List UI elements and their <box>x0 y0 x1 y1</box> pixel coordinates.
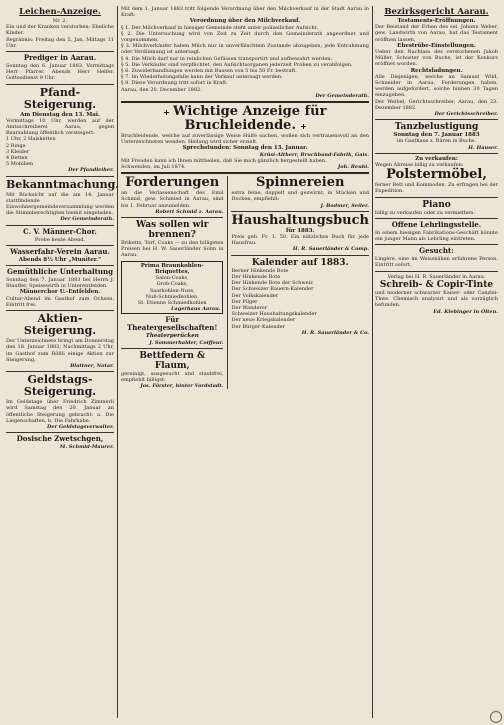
mobel-text: ferner Bett und Kommoden. Zu erfragen bei der Expedition. <box>375 182 498 195</box>
banner-text: Bruchleidende, welche auf zuverlässige Weise Hülfe suchen, wollen sich vertrauensvoll an den Unterzeichneten wenden. Heilung wird sicher erzielt. <box>121 133 369 146</box>
verkauf-title: Zu verkaufen: <box>415 155 458 162</box>
prima-line: Saarkohlen-Nuss, <box>149 287 195 294</box>
betten-title: Bettfedern & Flaum, <box>139 350 206 371</box>
geld-title: Geldstags-Steigerung. <box>23 373 97 399</box>
pfand-signature: Der Pfandleiher. <box>68 167 114 174</box>
ehe-title: Ehestrübe-Einstellungen. <box>397 42 476 49</box>
tanz-date: Sonntag den 7. Januar 1883 <box>393 132 480 139</box>
cross-icon <box>164 110 169 115</box>
prediger-text: Sonntag den 6. Januar 1883. Vormittags Herr Pfarrer. Abends Herr Helfer. Gottesdienst 9 Uhr. <box>6 63 114 82</box>
leichen-title: Leichen-Anzeige. <box>19 7 101 17</box>
spinn-text: extra feine, doppelt und gezwirnt, in Stücken und Docken, empfiehlt: <box>231 190 369 203</box>
geld-text: Im Geldstage über Friedrich Zimmerli wird Samstag den 20. Januar an öffentliche Steigerung gebracht: a. Die Liegenschaften, b. Die Fahrhabe. <box>6 399 114 424</box>
verlor-title: Was sollen wir brennen? <box>135 220 209 241</box>
list-item: 3 Kleider <box>6 148 30 155</box>
intro-text: Mit dem 1. Januar 1883 tritt folgende Verordnung über den Milchverkauf in der Stadt Aarau in Kraft: <box>121 6 369 19</box>
gericht-signature: Der Gerichtsschreiber. <box>434 111 498 118</box>
spinn-signature: J. Bodmer, Seiler. <box>320 202 369 209</box>
verkauf-text: Wegen Abreise billig zu verkaufen: <box>375 162 464 169</box>
leichen-text: Ein und der Kranken verstorben: Eheliche Kinder. <box>6 24 114 37</box>
kalender-title: Kalender auf 1883. <box>251 257 349 268</box>
prima-title: Prima Braunkohlen-Briquettes, <box>140 262 204 275</box>
prima-line: Nuß-Schmiedkohlen, <box>145 293 199 300</box>
list-item: 2 Ringe <box>6 142 26 149</box>
pfand-date: Am Dienstag den 13. Mai. <box>20 111 100 118</box>
haus-title: Haushaltungsbuch <box>231 212 369 228</box>
banner-title-text: Wichtige Anzeige für Bruchleidende. <box>173 104 327 134</box>
betten-text: gereinigt, ausgesucht und staubfrei, empfiehlt billigst: <box>121 370 224 383</box>
banner-place: Schwenden, im Juli 1874. <box>121 164 186 171</box>
column-right <box>375 6 498 721</box>
erloss-text: Der Weibel, Gerichtsschreiber, Aarau, den 23. Dezember 1882. <box>375 98 498 111</box>
lower-left <box>121 176 223 389</box>
verord-para: § 6. Zuwiderhandlungen werden mit Bussen von 5 bis 50 Fr. bestraft. <box>121 68 297 75</box>
schreib-title: Schreib- & Copir-Tinte <box>379 279 494 290</box>
list-item: 1 Uhr, 2 Halsketten <box>6 136 56 143</box>
prima-line: St. Etienne Schmiedkohlen <box>137 299 207 306</box>
aktien-title: Aktien-Steigerung. <box>23 312 97 338</box>
verord-para: § 8. Diese Verordnung tritt sofort in Kraft. <box>121 80 228 87</box>
list-item: Berner Hinkende Bote <box>231 267 289 274</box>
haus-year: für 1883. <box>286 227 315 234</box>
bekannt-signature: Der Gemeinderath. <box>60 216 114 223</box>
piano-text: billig zu verkaufen oder zu vermiethen. <box>375 209 475 216</box>
theater-title: Für Theatergesellschaften! <box>127 315 218 333</box>
verord-place: Aarau, den 20. December 1882. <box>121 86 202 93</box>
list-item: Der neue Kriegskalender <box>231 317 296 324</box>
prima-line: Grob-Coaks, <box>156 281 188 288</box>
lehr-title: Offene Lehrlingsstelle. <box>391 219 482 229</box>
verord-para: § 5. Die Verkäufer sind verpflichtet, den Aufsichtsorganen jederzeit Proben zu verabfolgen. <box>121 61 353 68</box>
dosen-signature: M. Schmid-Maurer. <box>59 444 114 451</box>
prima-signature: Lagerhaus Aarau. <box>170 306 221 313</box>
gesucht-text: Lingère, eine im Weissnähen erfahrene Person. Eintritt sofort. <box>375 256 498 269</box>
banner-para2: Mit Freuden kann ich Ihnen mittheilen, daß Sie mich gänzlich hergestellt haben. <box>121 157 327 164</box>
rechn-text: Alle Diejenigen, welche an Samuel Wild, Schneider in Aarau, Forderungen haben, werden aufgefordert, solche binnen 30 Tagen einzugeben. <box>375 73 498 99</box>
verord-para: § 2. Die Untersuchung wird von Zeit zu Zeit durch den Gemeinderath angeordnet und vorgenommen. <box>121 30 369 44</box>
wasser-title: Wasserfahr-Verein Aarau. <box>10 246 110 256</box>
lower-right <box>227 176 369 389</box>
haus-signature: H. R. Sauerländer & Comp. <box>292 246 369 253</box>
lehr-text: In einem hiesigen Fabrikations-Geschäft könnte ein junger Mann als Lehrling eintreten. <box>375 229 498 243</box>
betten-signature: Jos. Förster, hinter Vordstadt. <box>140 383 224 390</box>
cv-title: C. V. Männer-Chor. <box>23 226 97 236</box>
tanz-place: im Gasthaus z. Bären in Buchs. <box>396 138 477 145</box>
tanz-signature: H. Hauser. <box>468 144 498 151</box>
list-item: Der Bürger-Kalender <box>231 323 285 330</box>
column-rule <box>117 6 118 718</box>
list-item: Der Schweizer Bauern-Kalender <box>231 286 314 293</box>
theater-sub: Theaterperücken <box>145 333 199 340</box>
list-item: Der Pilger <box>231 298 258 305</box>
verord-title: Verordnung über den Milchverkauf. <box>189 18 301 25</box>
haus-text: Preis geb. Fr. 1. 50. Ein nützliches Buch für jede Hausfrau. <box>231 234 369 247</box>
prima-box <box>121 261 223 315</box>
list-item: 4 Betten <box>6 155 28 162</box>
verlag-text: Verlag bei H. R. Sauerländer in Aarau. <box>387 273 486 280</box>
pfand-items <box>6 136 114 167</box>
gemuth-text: Sonntag den 7. Januar 1883 bei Herrn J. Stauffer, Speisewirth in Unterentfelden. <box>6 277 114 290</box>
column-rule <box>372 6 373 718</box>
cross-icon <box>301 124 306 129</box>
prima-line: Salon-Coaks, <box>155 275 189 282</box>
spinn-title: Spinnereien <box>256 175 345 191</box>
list-item: Der Wanderer <box>231 304 268 311</box>
verord-para: § 7. Im Wiederholungsfalle kann der Verkauf untersagt werden. <box>121 74 283 81</box>
list-item: 5 Mobilien <box>6 161 34 168</box>
bez-title: Bezirksgericht Aarau. <box>384 7 489 17</box>
saenger-title: Männerchor U.-Entfelden. <box>19 289 101 296</box>
banner-title <box>121 105 369 133</box>
pfand-text: Vormittags 10 Uhr, werden auf der Amtsschreiberei Aarau, gegen Baarzahlung öffentlich versteigert: <box>6 117 114 137</box>
bekannt-text: Mit Rücksicht auf die am 14. Januar stattfindende Einwohnergemeindeversammlung werden die Stimmberechtigten hiemit eingeladen. <box>6 191 114 217</box>
banner-signature: Krüsi-Altherr, Bruchband-Fabrik, Gais. <box>259 151 369 158</box>
kalender-list <box>231 268 369 330</box>
cv-sub: Probe heute Abend. <box>34 236 86 243</box>
banner-footer <box>121 164 369 170</box>
list-item: Der Hinkende Bote der Schweiz <box>231 280 313 287</box>
piano-title: Piano <box>422 199 451 210</box>
kalender-signature: H. R. Sauerländer & Co. <box>301 329 369 336</box>
banner-signature2: Joh. Reuhi. <box>337 164 369 171</box>
test-text: Der Beistand der Erben des sel. Johann Weber, gew. Landwirth von Aarau, hat das Testament eröffnen lassen. <box>375 24 498 43</box>
column-middle <box>121 6 369 721</box>
aktien-text: Der Unterzeichnete bringt am Donnerstag den 18. Januar 1883, Nachmittags 2 Uhr, im Gasthof zum Rößli einige Aktien zur Steigerung. <box>6 338 114 363</box>
banner-date: Sprechstunden: Sonntag den 13. Januar. <box>182 145 308 152</box>
geld-signature: Der Geldstagsverwalter. <box>47 423 114 430</box>
rechn-title: Rechtsladungen. <box>410 67 463 74</box>
corner-mark-icon <box>490 711 502 723</box>
schreib-signature: Ed. Klebinger in Olten. <box>433 308 498 315</box>
leichen-date: Begräbnis: Freitag den 5. Jan. Mittags 11 Uhr. <box>6 36 114 49</box>
ford-title: Forderungen <box>125 175 220 191</box>
test-title: Testaments-Eröffnungen. <box>397 18 476 24</box>
ford-signature: Robert Schmid z. Aarau. <box>155 208 224 215</box>
leichen-no: Nr. 2. <box>52 18 68 24</box>
theater-signature: J. Sommerhalder, Coiffeur. <box>149 339 224 346</box>
mobel-title: Polstermöbel, <box>386 167 487 183</box>
dosen-title: Dosische Zwetschgen, <box>16 434 104 444</box>
gesucht-title: Gesucht: <box>419 246 454 256</box>
lower-section <box>121 176 369 389</box>
pfand-title: Pfand-Steigerung. <box>23 85 97 111</box>
ehe-text: Ueber den Nachlass des verstorbenen Jakob Müller, Schuster von Buchs, ist der Konkurs eröffnet worden. <box>375 49 498 68</box>
ford-text: an die Verlassenschaft des Emil Schmid, gew. Schmied in Aarau, sind bis 1. Februar anzumelden. <box>121 190 224 209</box>
bekannt-title: Bekanntmachung. <box>6 177 120 191</box>
list-item: Schweizer Haushaltungskalender <box>231 311 317 318</box>
list-item: Der Hinkende Bote <box>231 273 281 280</box>
column-left <box>6 6 120 721</box>
list-item: Der Volkskalender <box>231 292 279 299</box>
aktien-signature: Blattner, Notar. <box>70 362 114 369</box>
saenger-text: Cultur-Abend im Gasthof zum Ochsen. Eintritt frei. <box>6 295 114 308</box>
verlor-text: Briketts, Torf, Coaks — zu den billigsten Preisen bei H. W. Sauerländer Sohn in Aarau. <box>121 240 224 259</box>
schreib-text: und moderner schwarzer Kaiser- oder Canzlei-Tinte. Chemisch analysirt und als vorzüglich befunden. <box>375 289 498 309</box>
verord-para: § 1. Der Milchverkauf in hiesiger Gemeinde steht unter polizeilicher Aufsicht. <box>121 24 319 31</box>
tanz-title: Tanzbelustigung <box>394 122 479 133</box>
gemuth-title: Gemüthliche Unterhaltung <box>7 267 113 277</box>
verord-para: § 4. Die Milch darf nur in reinlichen Gefässen transportirt und aufbewahrt werden. <box>121 55 333 62</box>
prediger-title: Prediger in Aarau. <box>23 53 97 63</box>
wasser-sub: Abends 8½ Uhr „Muniter.“ <box>18 256 102 263</box>
verord-signature: Der Gemeinderath. <box>315 92 369 99</box>
verord-para: § 3. Milchverkäufer haben Milch nur in unverfälschtem Zustande abzugeben; jede Entrahmung oder Verdünnung ist untersagt. <box>121 43 369 56</box>
